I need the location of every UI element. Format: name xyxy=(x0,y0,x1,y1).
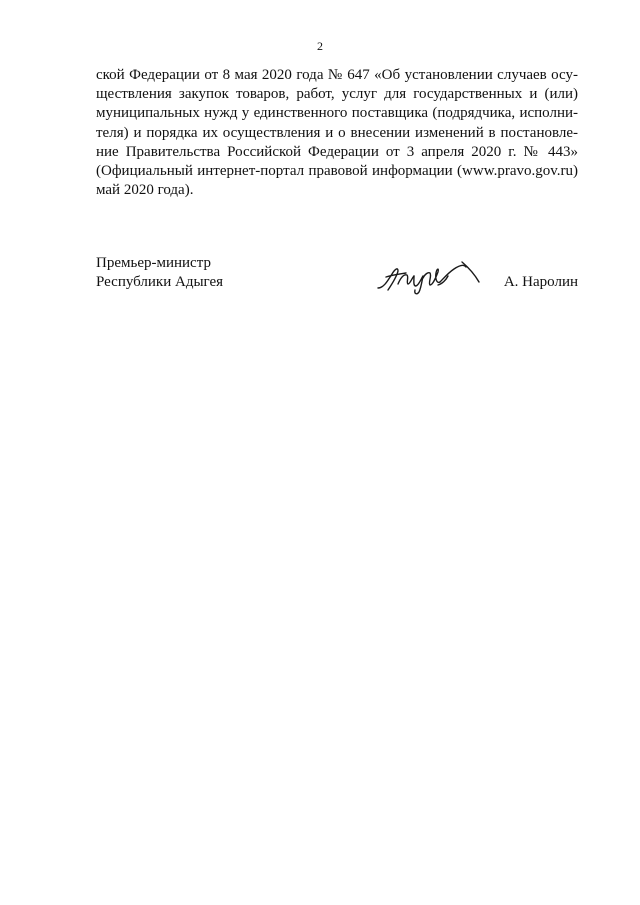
body-text-line: муниципальных нужд у единственного поставщика (подрядчика, исполни- xyxy=(96,105,578,122)
handwritten-signature-icon xyxy=(376,258,480,296)
body-text-line: ской Федерации от 8 мая 2020 года № 647 «Об установлении случаев осу- xyxy=(96,67,578,83)
signer-title-line-2: Республики Адыгея xyxy=(96,274,224,291)
page-number: 2 xyxy=(317,39,323,53)
body-paragraph xyxy=(96,66,578,200)
signer-title xyxy=(96,254,223,292)
body-text-line: май 2020 года). xyxy=(96,182,194,199)
body-text-line: теля) и порядка их осуществления и о внесении изменений в постановле- xyxy=(96,124,578,141)
signature-block xyxy=(96,254,578,304)
signer-title-line-1: Премьер-министр xyxy=(96,255,211,271)
body-text-line: ществления закупок товаров, работ, услуг для государственных и (или) xyxy=(96,86,578,103)
signer-name: А. Наролин xyxy=(503,274,578,290)
body-text-line: (Официальный интернет-портал правовой информации (www.pravo.gov.ru) xyxy=(96,162,578,179)
body-text-line: ние Правительства Российской Федерации от 3 апреля 2020 г. № 443» xyxy=(96,143,578,160)
